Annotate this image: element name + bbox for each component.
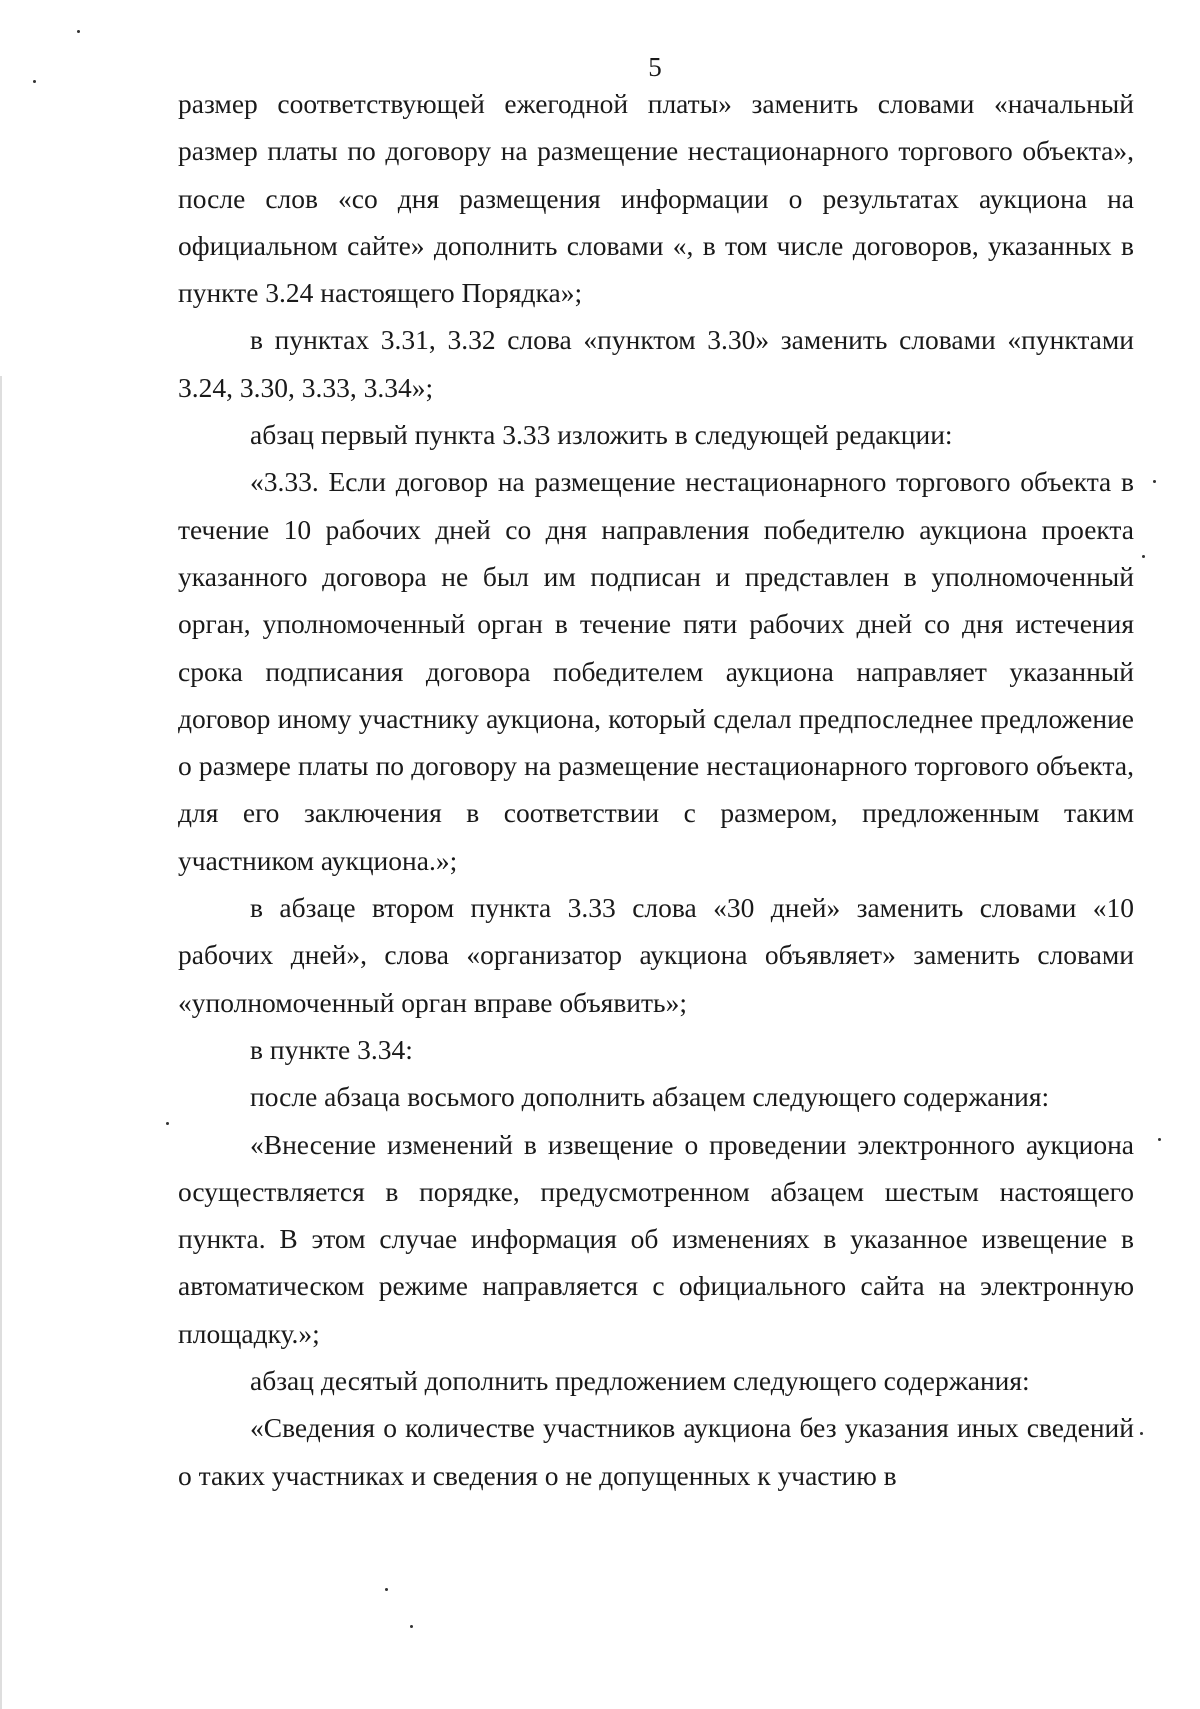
scan-speck <box>1142 555 1145 558</box>
scan-edge <box>0 0 2 1709</box>
paragraph: в абзаце втором пункта 3.33 слова «30 дней» заменить словами «10 рабочих дней», слова «организатор аукциона объявляет» заменить словами «уполномоченный орган вправе объявить»; <box>178 892 1134 1018</box>
scan-speck <box>410 1625 413 1628</box>
paragraph: размер соответствующей ежегодной платы» заменить словами «начальный размер платы по договору на размещение нестационарного торгового объекта», после слов «со дня размещения информации о результатах аукциона на официальном сайте» дополнить словами «, в том числе договоров, указанных в пункте 3.24 настоящего Порядка»; <box>178 88 1134 309</box>
paragraph: в пункте 3.34: <box>250 1033 413 1065</box>
page-number: 5 <box>648 52 662 82</box>
paragraph: после абзаца восьмого дополнить абзацем следующего содержания: <box>250 1081 1050 1113</box>
scan-speck <box>385 1588 388 1591</box>
scan-speck <box>77 30 80 33</box>
paragraph: «3.33. Если договор на размещение нестационарного торгового объекта в течение 10 рабочих дней со дня направления победителю аукциона проекта указанного договора не был им подписан и представлен в уполномоченный орган, уполномоченный орган в течение пяти рабочих дней со дня истечения срока подписания договора победителем аукциона направляет указанный договор иному участнику аукциона, который сделал предпоследнее предложение о размере платы по договору на размещение нестационарного торгового объекта, для его заключения в соответствии с размером, предложенным таким участником аукциона.»; <box>178 466 1134 876</box>
document-body <box>178 80 1134 1499</box>
scan-speck <box>33 80 36 83</box>
paragraph: в пунктах 3.31, 3.32 слова «пунктом 3.30» заменить словами «пунктами 3.24, 3.30, 3.33, 3.34»; <box>178 324 1134 403</box>
paragraph: абзац десятый дополнить предложением следующего содержания: <box>250 1365 1030 1397</box>
scan-speck <box>1158 1138 1161 1141</box>
paragraph: «Внесение изменений в извещение о проведении электронного аукциона осуществляется в порядке, предусмотренном абзацем шестым настоящего пункта. В этом случае информация об изменениях в указанное извещение в автоматическом режиме направляется с официального сайта на электронную площадку.»; <box>178 1128 1134 1349</box>
scan-speck <box>166 1122 169 1125</box>
paragraph: абзац первый пункта 3.33 изложить в следующей редакции: <box>250 419 953 451</box>
paragraph: «Сведения о количестве участников аукциона без указания иных сведений о таких участниках и сведения о не допущенных к участию в <box>178 1412 1134 1491</box>
scan-speck <box>1153 480 1156 483</box>
scan-speck <box>1140 1432 1143 1435</box>
